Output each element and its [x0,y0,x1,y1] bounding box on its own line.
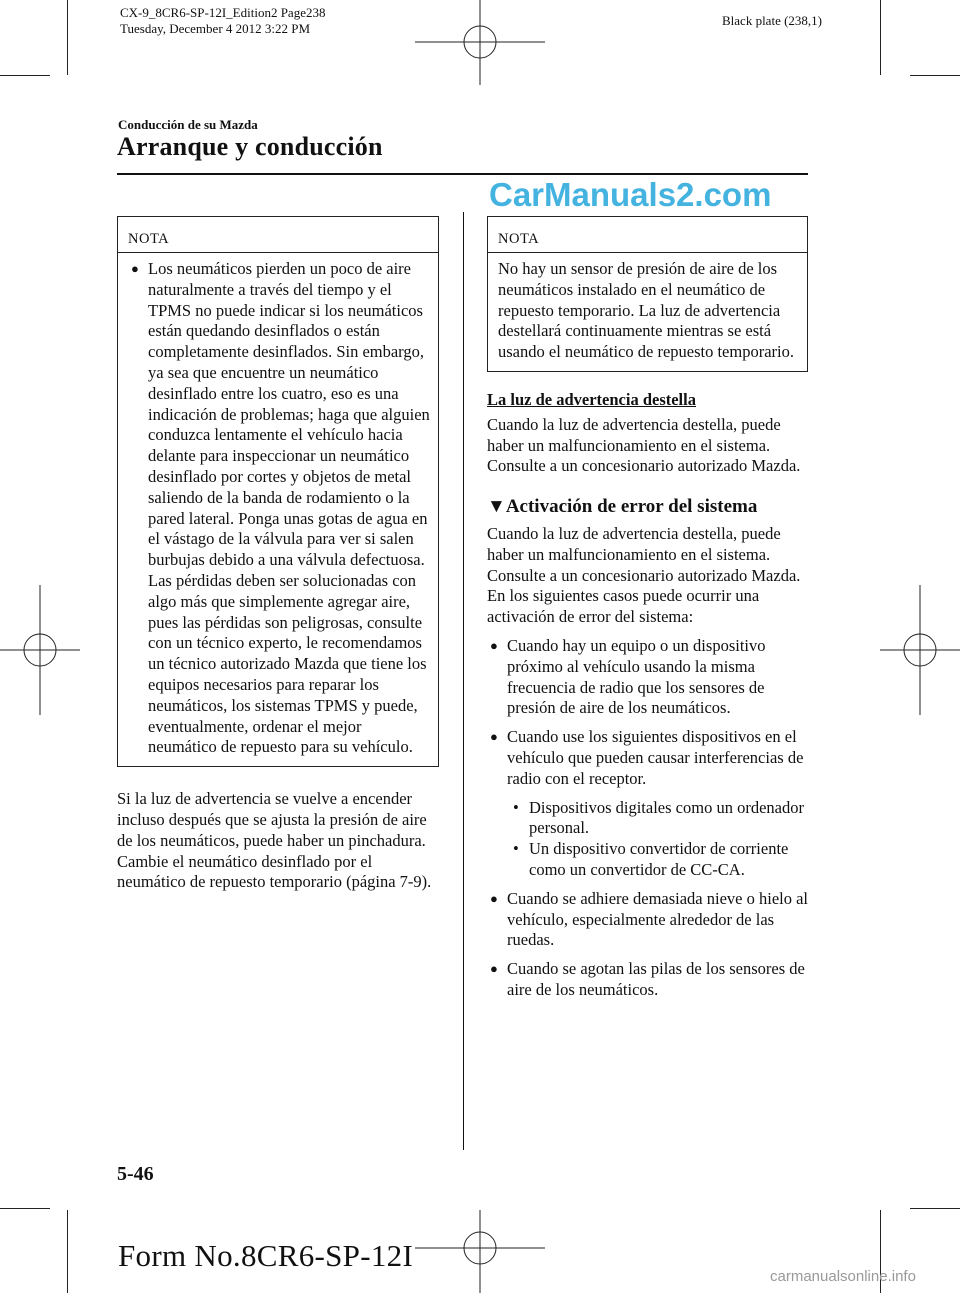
list-item-text: Cuando se agotan las pilas de los sensores de aire de los neumáticos. [507,959,805,999]
print-header-line2: Tuesday, December 4 2012 3:22 PM [120,21,311,36]
note-box-right [487,216,808,372]
page-number: 5-46 [117,1163,154,1185]
bullet-icon: ● [490,637,498,653]
registration-mark-right [880,585,960,715]
paragraph-2: En los siguientes casos puede ocurrir una activación de error del sistema: [487,586,760,627]
chapter-title: Arranque y conducción [117,132,383,161]
sub-paragraph: Cuando la luz de advertencia destella, puede haber un malfuncionamiento en el sistema. Consulte a un concesionario autorizado Mazda. [487,414,801,476]
note-body [118,253,438,766]
list-item [487,727,808,789]
list-item [487,636,808,719]
title-rule [117,173,808,175]
list-item-text: Cuando hay un equipo o un dispositivo próximo al vehículo usando la misma frecuencia de radio que los sensores de presión de aire de los neumáticos. [507,635,766,718]
right-column [487,216,808,1001]
list-item-text: Cuando use los siguientes dispositivos en el vehículo que pueden causar interferencias de radio con el receptor. [507,727,804,788]
note-box-left [117,216,439,767]
note-text: No hay un sensor de presión de aire de los neumáticos instalado en el neumático de repuesto temporario. La luz de advertencia destellará continuamente mientras se está usando el neumático de repuesto temporario. [498,259,794,362]
left-paragraph: Si la luz de advertencia se vuelve a encender incluso después que se ajusta la presión de aire de los neumáticos, puede haber un pinchadura. Cambie el neumático desinflado por el neumático de repuesto temporario (página 7-9). [117,789,432,892]
note-title: NOTA [488,217,807,253]
note-title: NOTA [118,217,438,253]
triangle-down-icon: ▼ [487,496,506,518]
small-bullet-icon: • [513,797,519,817]
section-heading [487,497,808,518]
registration-mark-top [415,0,545,85]
sub-list-item [487,798,808,840]
section-heading-text: Activación de error del sistema [505,496,758,518]
watermark-top: CarManuals2.com [489,176,772,213]
bullet-icon: ● [490,961,498,977]
column-divider [463,212,464,1150]
section-label: Conducción de su Mazda [118,117,258,132]
registration-mark-bottom [415,1210,545,1293]
sub-list-item [487,839,808,881]
sub-list-item-text: Dispositivos digitales como un ordenador personal. [529,797,804,838]
bullet-icon: ● [131,261,139,276]
subheading: La luz de advertencia destella [487,389,696,409]
print-header-line1: CX-9_8CR6-SP-12I_Edition2 Page238 [120,5,326,20]
watermark-bottom: carmanualsonline.info [770,1268,916,1285]
list-item-text: Cuando se adhiere demasiada nieve o hielo al vehículo, especialmente alrededor de las ruedas. [507,888,809,950]
form-number: Form No.8CR6-SP-12I [118,1238,414,1273]
print-header [120,5,325,37]
paragraph-1: Cuando la luz de advertencia destella, puede haber un malfuncionamiento en el sistema. Consulte a un concesionario autorizado Mazda. [487,523,801,585]
plate-label: Black plate (238,1) [722,13,822,28]
registration-mark-left [0,585,80,715]
sub-list-item-text: Un dispositivo convertidor de corriente como un convertidor de CC-CA. [529,839,789,879]
left-column [117,216,439,893]
small-bullet-icon: • [513,839,519,859]
list-item [487,889,808,951]
list-item [487,959,808,1001]
bullet-icon: ● [490,890,498,906]
note-bullet-text: Los neumáticos pierden un poco de aire naturalmente a través del tiempo y el TPMS no puede indicar si los neumáticos están quedando desinflados o están completamente desinflados. Sin embargo, ya sea que encuentre un neumático desinflado entre los cuatro, eso es una indicación de problemas; haga que alguien conduzca lentamente el vehículo hacia delante para inspeccionar un neumático desinflado por cortes y objetos de metal saliendo de la banda de rodamiento o la pared lateral. Ponga unas gotas de agua en el vástago de la válvula para ver si salen burbujas debido a una válvula defectuosa. Las pérdidas deben ser solucionadas con algo más que simplemente agregar aire, pues las pérdidas son peligrosas, consulte con un técnico experto, le recomendamos un técnico autorizado Mazda que tiene los equipos necesarios para reparar los neumáticos, los sistemas TPMS y puede, eventualmente, ordenar el mejor neumático de repuesto para su vehículo. [148,259,430,757]
bullet-icon: ● [490,729,498,745]
note-bullet [128,259,430,758]
note-body [488,253,807,371]
